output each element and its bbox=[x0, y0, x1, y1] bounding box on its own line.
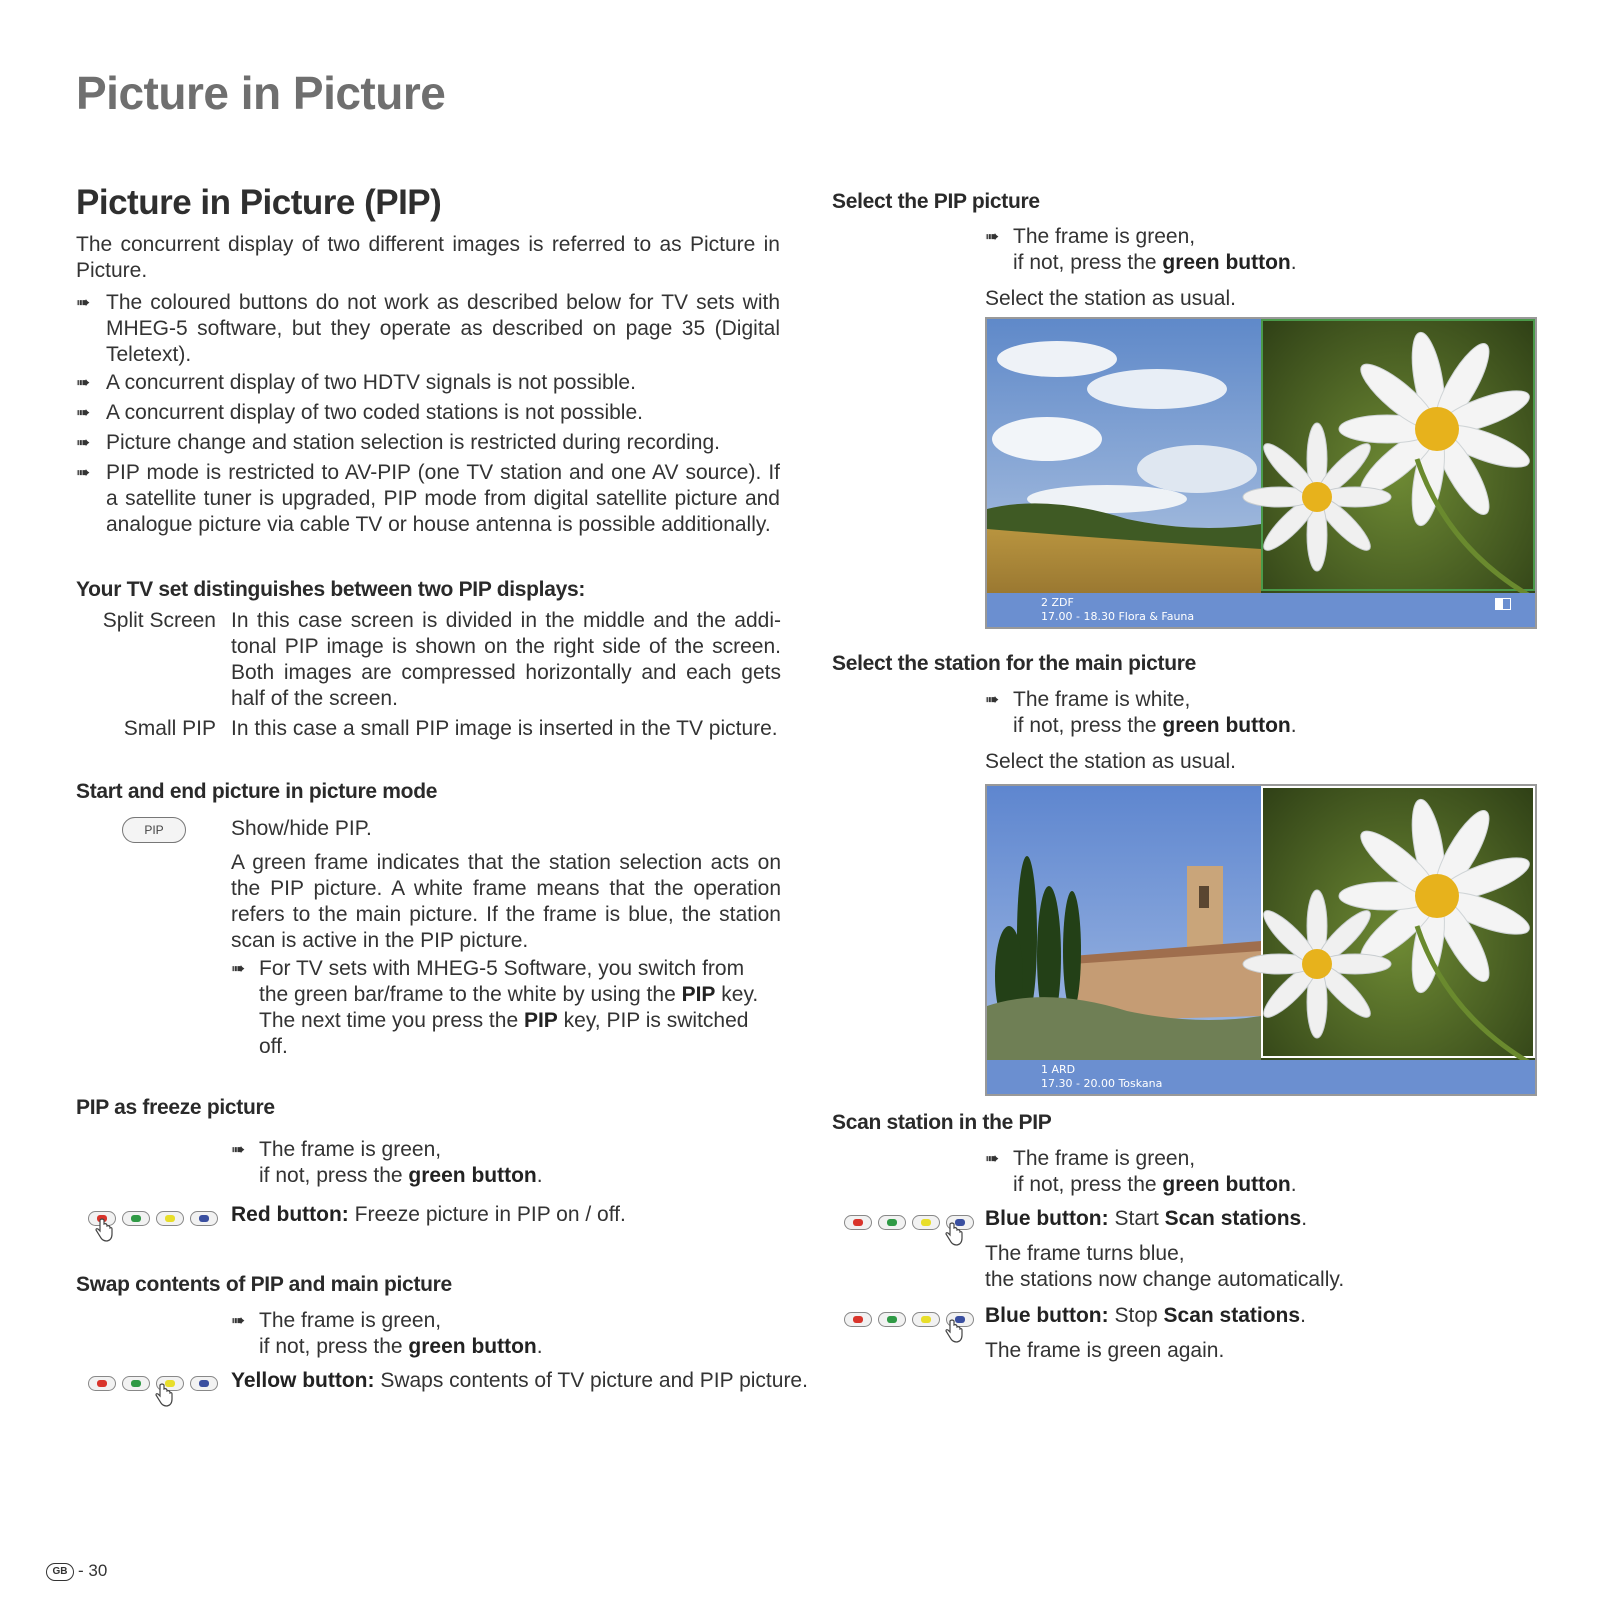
bullet-item: ➠ A concurrent display of two coded stations is not possible. bbox=[76, 401, 643, 424]
arrow-icon: ➠ bbox=[231, 1140, 246, 1159]
blue-start-desc: Blue button: Start Scan stations. bbox=[985, 1207, 1308, 1230]
blue-button[interactable] bbox=[190, 1211, 218, 1226]
red-button[interactable] bbox=[88, 1376, 116, 1391]
red-button[interactable] bbox=[844, 1312, 872, 1327]
split-screen-desc: In this case screen is divided in the middle and the addi-tonal PIP image is shown on the right side of the screen. Both images are compressed horizontally and each gets half of the screen. bbox=[231, 609, 781, 710]
pointing-hand-icon bbox=[944, 1222, 964, 1246]
swap-heading: Swap contents of PIP and main picture bbox=[76, 1273, 452, 1296]
channel-info-bar: 1 ARD 17.30 - 20.00 Toskana bbox=[987, 1060, 1535, 1094]
frame-explanation: A green frame indicates that the station selection acts on the PIP picture. A white frame means that the operation refers to the main picture. If the frame is blue, the station scan is active in the PIP picture. bbox=[231, 851, 781, 952]
yellow-button[interactable] bbox=[156, 1211, 184, 1226]
tv-screen-split-pip bbox=[985, 317, 1537, 629]
arrow-icon: ➠ bbox=[985, 690, 1000, 709]
arrow-icon: ➠ bbox=[985, 227, 1000, 246]
pointing-hand-icon bbox=[94, 1218, 114, 1242]
turns-blue-text: The frame turns blue, the stations now change automatically. bbox=[985, 1242, 1345, 1291]
pointing-hand-icon bbox=[154, 1383, 174, 1407]
split-screen-term: Split Screen bbox=[102, 609, 216, 632]
blue-button[interactable] bbox=[190, 1376, 218, 1391]
pointing-hand-icon bbox=[944, 1319, 964, 1343]
green-button[interactable] bbox=[122, 1376, 150, 1391]
scan-note: ➠ The frame is green, if not, press the green button. bbox=[985, 1147, 1297, 1196]
pip-key-button[interactable]: PIP bbox=[122, 817, 186, 843]
landscape-image bbox=[987, 319, 1535, 627]
tv-screen-main bbox=[985, 784, 1537, 1096]
mheg-note: ➠ For TV sets with MHEG-5 Software, you switch from the green bar/frame to the white by using the PIP key. The next time you press the PIP key, PIP is switched off. bbox=[231, 957, 759, 1058]
arrow-icon: ➠ bbox=[76, 373, 91, 392]
country-badge: GB bbox=[46, 1563, 74, 1581]
scan-heading: Scan station in the PIP bbox=[832, 1111, 1052, 1134]
bullet-item: ➠ Picture change and station selection is restricted during recording. bbox=[76, 431, 721, 454]
section-title: Picture in Picture (PIP) bbox=[76, 183, 442, 222]
swap-note: ➠ The frame is green, if not, press the green button. bbox=[231, 1309, 543, 1358]
arrow-icon: ➠ bbox=[76, 463, 91, 482]
bullet-item: ➠ PIP mode is restricted to AV-PIP (one TV station and one AV source). If a satellite tuner is upgraded, PIP mode from digital satellite picture and analogue picture via cable TV or house antenna is possible additionally. bbox=[76, 461, 780, 536]
freeze-note: ➠ The frame is green, if not, press the green button. bbox=[231, 1138, 543, 1187]
bullet-item: ➠ The coloured buttons do not work as described below for TV sets with MHEG-5 software, but they operate as described on page 35 (Digital Teletext). bbox=[76, 291, 780, 366]
bullet-item: ➠ A concurrent display of two HDTV signals is not possible. bbox=[76, 371, 636, 394]
page-footer bbox=[46, 1561, 107, 1581]
select-pip-heading: Select the PIP picture bbox=[832, 190, 1040, 213]
displays-heading: Your TV set distinguishes between two PIP displays: bbox=[76, 578, 586, 601]
yellow-button-desc: Yellow button: Swaps contents of TV picture and PIP picture. bbox=[231, 1369, 808, 1392]
green-button[interactable] bbox=[878, 1312, 906, 1327]
show-hide-text: Show/hide PIP. bbox=[231, 817, 372, 840]
intro-paragraph: The concurrent display of two different images is referred to as Picture in Picture. bbox=[76, 233, 780, 282]
pip-mode-icon bbox=[1495, 598, 1511, 610]
arrow-icon: ➠ bbox=[76, 433, 91, 452]
color-buttons-blue-stop bbox=[842, 1309, 982, 1349]
channel-info-bar: 2 ZDF 17.00 - 18.30 Flora & Fauna bbox=[987, 593, 1535, 627]
select-usual-text: Select the station as usual. bbox=[985, 287, 1236, 310]
select-main-heading: Select the station for the main picture bbox=[832, 652, 1197, 675]
red-button[interactable] bbox=[844, 1215, 872, 1230]
color-buttons-yellow bbox=[86, 1373, 226, 1413]
blue-stop-desc: Blue button: Stop Scan stations. bbox=[985, 1304, 1306, 1327]
green-button[interactable] bbox=[878, 1215, 906, 1230]
select-usual-text: Select the station as usual. bbox=[985, 750, 1236, 773]
start-end-heading: Start and end picture in picture mode bbox=[76, 780, 438, 803]
small-pip-desc: In this case a small PIP image is inserted in the TV picture. bbox=[231, 717, 778, 740]
page-title: Picture in Picture bbox=[76, 67, 446, 119]
arrow-icon: ➠ bbox=[231, 1311, 246, 1330]
green-button[interactable] bbox=[122, 1211, 150, 1226]
color-buttons-red bbox=[86, 1208, 226, 1248]
small-pip-term: Small PIP bbox=[123, 717, 216, 740]
arrow-icon: ➠ bbox=[76, 403, 91, 422]
page-number: - 30 bbox=[78, 1561, 108, 1580]
red-button-desc: Red button: Freeze picture in PIP on / off. bbox=[231, 1203, 626, 1226]
arrow-icon: ➠ bbox=[76, 293, 91, 312]
freeze-heading: PIP as freeze picture bbox=[76, 1096, 275, 1119]
arrow-icon: ➠ bbox=[231, 959, 246, 978]
select-main-note: ➠ The frame is white, if not, press the green button. bbox=[985, 688, 1297, 737]
select-pip-note: ➠ The frame is green, if not, press the green button. bbox=[985, 225, 1297, 274]
yellow-button[interactable] bbox=[912, 1312, 940, 1327]
color-buttons-blue-start bbox=[842, 1212, 982, 1252]
yellow-button[interactable] bbox=[912, 1215, 940, 1230]
tuscany-image bbox=[987, 786, 1535, 1094]
arrow-icon: ➠ bbox=[985, 1149, 1000, 1168]
green-again-text: The frame is green again. bbox=[985, 1339, 1225, 1362]
